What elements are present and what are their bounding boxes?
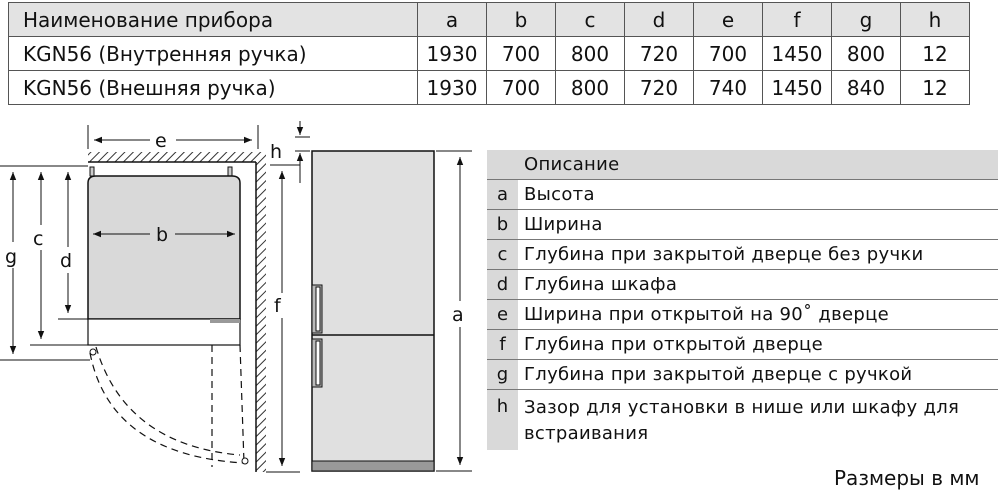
specs-header-c: c <box>556 3 625 37</box>
dim-g <box>0 166 90 360</box>
legend-key: a <box>487 180 518 209</box>
specs-cell-model: KGN56 (Внутренняя ручка) <box>9 37 418 71</box>
specs-cell-a: 1930 <box>418 37 487 71</box>
hinge-marker <box>242 458 248 464</box>
dim-a <box>436 151 472 471</box>
front-view-fridge <box>312 151 434 471</box>
dim-label-c: c <box>33 228 44 250</box>
units-note: Размеры в мм <box>834 466 980 490</box>
legend-item <box>487 360 998 390</box>
dimension-drawing <box>0 115 480 485</box>
specs-header-row <box>9 3 970 37</box>
legend-item <box>487 210 998 240</box>
door-swing <box>90 345 244 467</box>
legend-key: h <box>487 390 518 450</box>
legend-title: Описание <box>524 154 620 175</box>
specs-cell-f: 1450 <box>763 71 832 105</box>
specs-header-d: d <box>625 3 694 37</box>
legend-table <box>487 150 998 450</box>
legend-key: c <box>487 240 518 269</box>
specs-cell-h: 12 <box>901 37 970 71</box>
specs-cell-h: 12 <box>901 71 970 105</box>
dim-label-g: g <box>5 246 18 268</box>
legend-text: Глубина при закрытой дверце без ручки <box>524 244 924 265</box>
legend-text: Глубина при открытой дверце <box>524 334 823 355</box>
legend-item <box>487 390 998 450</box>
specs-header-b: b <box>487 3 556 37</box>
legend-text: Высота <box>524 184 595 205</box>
specs-cell-e: 740 <box>694 71 763 105</box>
dim-label-f: f <box>274 295 281 317</box>
dim-f <box>266 165 300 472</box>
specs-cell-g: 800 <box>832 37 901 71</box>
legend-key: e <box>487 300 518 329</box>
specs-cell-g: 840 <box>832 71 901 105</box>
table-row <box>9 37 970 71</box>
specs-header-h: h <box>901 3 970 37</box>
legend-item <box>487 330 998 360</box>
specs-cell-b: 700 <box>487 37 556 71</box>
specs-table <box>8 2 970 105</box>
legend-text: Ширина <box>524 214 603 235</box>
legend-key: d <box>487 270 518 299</box>
specs-cell-f: 1450 <box>763 37 832 71</box>
legend-text: Зазор для установки в нише или шкафу для встраивания <box>524 397 960 444</box>
specs-header-e: e <box>694 3 763 37</box>
legend-item <box>487 240 998 270</box>
top-view-body <box>88 167 240 345</box>
legend-header <box>487 150 998 180</box>
specs-cell-e: 700 <box>694 37 763 71</box>
legend-text: Ширина при открытой на 90˚ дверце <box>524 304 890 325</box>
legend-key: f <box>487 330 518 359</box>
dim-d <box>58 166 88 319</box>
dim-e <box>88 125 258 152</box>
legend-key: b <box>487 210 518 239</box>
dim-label-h: h <box>270 141 283 163</box>
table-row <box>9 71 970 105</box>
specs-cell-c: 800 <box>556 37 625 71</box>
dim-h <box>270 121 310 183</box>
legend-text: Глубина при закрытой дверце с ручкой <box>524 364 913 385</box>
specs-header-name: Наименование прибора <box>9 3 418 37</box>
legend-item <box>487 180 998 210</box>
specs-cell-a: 1930 <box>418 71 487 105</box>
specs-header-a: a <box>418 3 487 37</box>
dim-label-e: e <box>155 130 167 152</box>
specs-header-g: g <box>832 3 901 37</box>
specs-cell-c: 800 <box>556 71 625 105</box>
dim-c <box>30 166 88 345</box>
specs-cell-b: 700 <box>487 71 556 105</box>
dim-label-b: b <box>156 224 169 246</box>
dim-label-a: a <box>452 304 464 326</box>
specs-cell-d: 720 <box>625 37 694 71</box>
hinge-marker <box>90 349 96 355</box>
specs-cell-model: KGN56 (Внешняя ручка) <box>9 71 418 105</box>
dim-label-d: d <box>60 250 73 272</box>
legend-key: g <box>487 360 518 389</box>
legend-item <box>487 270 998 300</box>
legend-item <box>487 300 998 330</box>
specs-header-f: f <box>763 3 832 37</box>
specs-cell-d: 720 <box>625 71 694 105</box>
legend-text: Глубина шкафа <box>524 274 678 295</box>
